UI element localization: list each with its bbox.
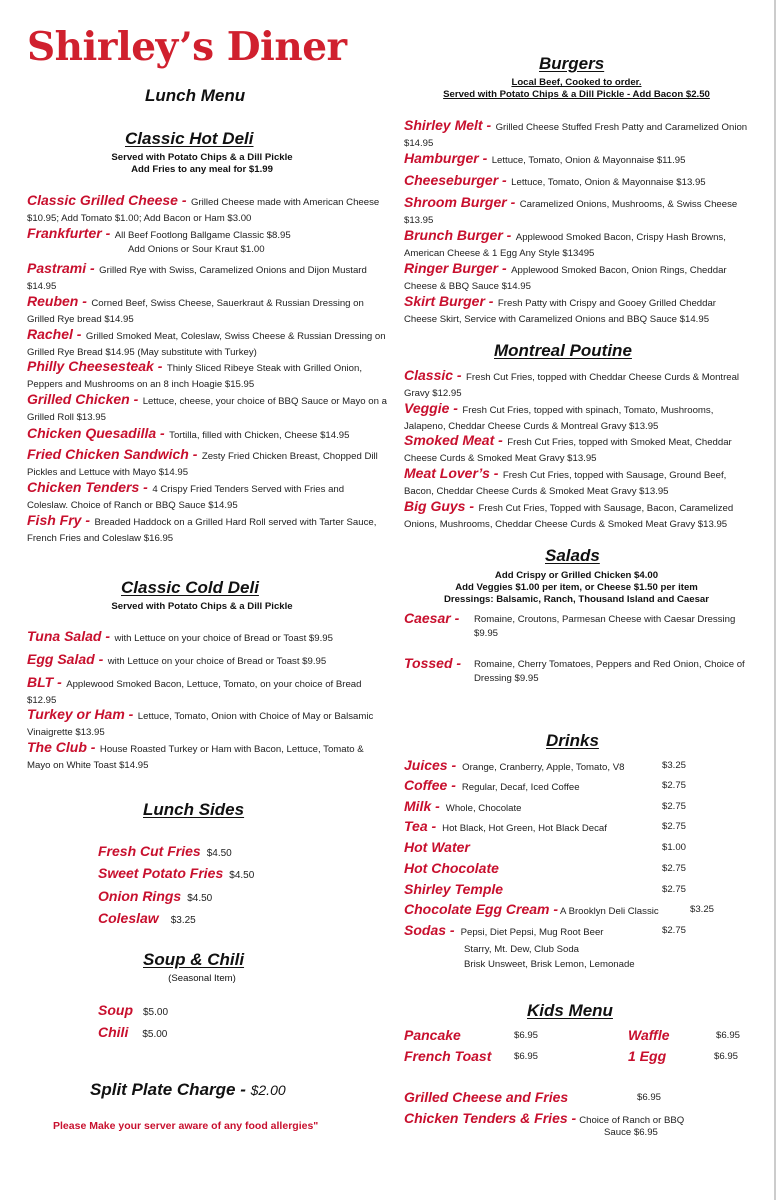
drink-item: Shirley Temple $2.75 xyxy=(404,881,687,897)
menu-item: The Club - House Roasted Turkey or Ham with Bacon, Lettuce, Tomato & Mayo on White Toast $14.95 xyxy=(27,739,364,771)
salads-notes xyxy=(404,570,749,606)
hot-deli-note-2: Add Fries to any meal for $1.99 xyxy=(131,164,273,175)
kids-item: Pancake $6.95 xyxy=(404,1027,539,1043)
kids-item: Grilled Cheese and Fries $6.95 xyxy=(404,1089,662,1105)
menu-item: Fried Chicken Sandwich - Zesty Fried Chicken Breast, Chopped Dill Pickles and Lettuce with Mayo $14.95 xyxy=(27,446,378,478)
kids-item: Chicken Tenders & Fries - Choice of Ranch or BBQ xyxy=(404,1110,685,1126)
menu-item: Rachel - Grilled Smoked Meat, Coleslaw, Swiss Cheese & Russian Dressing on Grilled Rye Bread $14.95 (May substitute with Turkey) xyxy=(27,326,386,358)
side-item: Soup $5.00 xyxy=(98,1002,169,1018)
salads-note-3: Dressings: Balsamic, Ranch, Thousand Island and Caesar xyxy=(444,594,709,605)
kids-heading: Kids Menu xyxy=(527,1001,613,1020)
side-item: Coleslaw $3.25 xyxy=(98,910,196,926)
menu-item: Pastrami - Grilled Rye with Swiss, Caramelized Onions and Dijon Mustard $14.95 xyxy=(27,260,367,292)
salads-heading: Salads xyxy=(545,546,600,565)
soda-list-3: Brisk Unsweet, Brisk Lemon, Lemonade xyxy=(464,959,635,970)
menu-item: Hamburger - Lettuce, Tomato, Onion & Mayonnaise $11.95 xyxy=(404,150,686,166)
hot-deli-note-1: Served with Potato Chips & a Dill Pickle xyxy=(111,152,293,163)
side-item: Onion Rings $4.50 xyxy=(98,888,213,904)
kids-item: French Toast $6.95 xyxy=(404,1048,539,1064)
drink-item: Sodas - Pepsi, Diet Pepsi, Mug Root Beer $2.75 xyxy=(404,922,687,938)
kids-item: Waffle $6.95 xyxy=(628,1027,741,1043)
drink-item: Hot Water $1.00 xyxy=(404,839,687,855)
menu-item: Fish Fry - Breaded Haddock on a Grilled Hard Roll served with Tarter Sauce, French Fries and Coleslaw $16.95 xyxy=(27,512,377,544)
salads-note-2: Add Veggies $1.00 per item, or Cheese $1.50 per item xyxy=(455,582,698,593)
side-item: Chili $5.00 xyxy=(98,1024,168,1040)
menu-item: Caesar - Romaine, Croutons, Parmesan Cheese with Caesar Dressing $9.95 xyxy=(404,610,736,639)
menu-item: Grilled Chicken - Lettuce, cheese, your choice of BBQ Sauce or Mayo on a Grilled Roll $13.95 xyxy=(27,391,387,423)
menu-subtitle: Lunch Menu xyxy=(145,86,246,105)
split-plate-charge: Split Plate Charge - $2.00 xyxy=(90,1080,286,1099)
drink-item: Tea - Hot Black, Hot Green, Hot Black Decaf $2.75 xyxy=(404,818,687,834)
soup-heading: Soup & Chili xyxy=(143,950,245,969)
drinks-heading: Drinks xyxy=(546,731,599,750)
drink-item: Juices - Orange, Cranberry, Apple, Tomato, V8 $3.25 xyxy=(404,757,687,773)
burgers-heading: Burgers xyxy=(539,54,605,73)
cold-deli-heading: Classic Cold Deli xyxy=(121,578,259,597)
menu-item: Classic Grilled Cheese - Grilled Cheese made with American Cheese $10.95; Add Tomato $1.00; Add Bacon or Ham $3.00 xyxy=(27,192,380,224)
side-item: Sweet Potato Fries $4.50 xyxy=(98,865,255,881)
hot-deli-heading: Classic Hot Deli xyxy=(125,129,254,148)
menu-item: BLT - Applewood Smoked Bacon, Lettuce, Tomato, on your choice of Bread $12.95 xyxy=(27,674,362,706)
cold-deli-note: Served with Potato Chips & a Dill Pickle xyxy=(111,601,293,612)
restaurant-title: Shirley’s Diner xyxy=(27,24,347,70)
drink-item: Milk - Whole, Chocolate $2.75 xyxy=(404,798,687,814)
soup-note: (Seasonal Item) xyxy=(168,973,236,984)
hot-deli-notes xyxy=(27,152,377,176)
menu-item: Classic - Fresh Cut Fries, topped with Cheddar Cheese Curds & Montreal Gravy $12.95 xyxy=(404,367,740,399)
kids-item: 1 Egg $6.95 xyxy=(628,1048,739,1064)
burgers-note-2: Served with Potato Chips & a Dill Pickle - Add Bacon $2.50 xyxy=(443,89,710,100)
menu-item: Ringer Burger - Applewood Smoked Bacon, Onion Rings, Cheddar Cheese & BBQ Sauce $14.95 xyxy=(404,260,727,292)
menu-item: Chicken Tenders - 4 Crispy Fried Tenders Served with Fries and Coleslaw. Choice of Ranch or BBQ Sauce $14.95 xyxy=(27,479,345,511)
menu-item: Tuna Salad - with Lettuce on your choice of Bread or Toast $9.95 xyxy=(27,628,333,644)
soda-list-2: Starry, Mt. Dew, Club Soda xyxy=(464,944,579,955)
menu-item: Egg Salad - with Lettuce on your choice of Bread or Toast $9.95 xyxy=(27,651,327,667)
drink-item: Hot Chocolate $2.75 xyxy=(404,860,687,876)
menu-item: Smoked Meat - Fresh Cut Fries, topped with Smoked Meat, Cheddar Cheese Curds & Smoked Meat Gravy $13.95 xyxy=(404,432,732,464)
menu-item: Turkey or Ham - Lettuce, Tomato, Onion with Choice of May or Balsamic Vinaigrette $13.95 xyxy=(27,706,374,738)
poutine-heading: Montreal Poutine xyxy=(494,341,632,360)
menu-item: Reuben - Corned Beef, Swiss Cheese, Sauerkraut & Russian Dressing on Grilled Rye bread $14.95 xyxy=(27,293,364,325)
menu-item: Skirt Burger - Fresh Patty with Crispy and Gooey Grilled Cheddar Cheese Skirt, Service with Caramelized Onions and BBQ Sauce $14.95 xyxy=(404,293,717,325)
menu-item: Philly Cheesesteak - Thinly Sliced Ribeye Steak with Grilled Onion, Peppers and Mushrooms on an 8 inch Hoagie $15.95 xyxy=(27,358,363,390)
drink-item: Coffee - Regular, Decaf, Iced Coffee $2.75 xyxy=(404,777,687,793)
menu-item: Frankfurter - All Beef Footlong Ballgame Classic $8.95 Add Onions or Sour Kraut $1.00 xyxy=(27,225,291,255)
drink-item: Chocolate Egg Cream - A Brooklyn Deli Classic $3.25 xyxy=(404,901,715,917)
menu-item: Shroom Burger - Caramelized Onions, Mushrooms, & Swiss Cheese $13.95 xyxy=(404,194,738,226)
allergy-notice: Please Make your server aware of any food allergies" xyxy=(53,1120,319,1132)
menu-item: Cheeseburger - Lettuce, Tomato, Onion & Mayonnaise $13.95 xyxy=(404,172,706,188)
burgers-note-1: Local Beef, Cooked to order. xyxy=(511,77,642,88)
salads-note-1: Add Crispy or Grilled Chicken $4.00 xyxy=(494,570,659,581)
menu-item: Veggie - Fresh Cut Fries, topped with spinach, Tomato, Mushrooms, Jalapeno, Cheddar Cheese Curds & Montreal Gravy $13.95 xyxy=(404,400,714,432)
sides-heading: Lunch Sides xyxy=(143,800,245,819)
menu-item: Big Guys - Fresh Cut Fries, Topped with Sausage, Bacon, Caramelized Onions, Mushrooms, Cheddar Cheese Curds & Smoked Meat Gravy $13.95 xyxy=(404,498,734,530)
kids-tenders-desc-2: Sauce $6.95 xyxy=(604,1127,658,1138)
menu-item: Brunch Burger - Applewood Smoked Bacon, Crispy Hash Browns, American Cheese & 1 Egg Any Style $13495 xyxy=(404,227,726,259)
menu-item: Chicken Quesadilla - Tortilla, filled with Chicken, Cheese $14.95 xyxy=(27,425,350,441)
burgers-notes xyxy=(404,77,749,101)
menu-item: Meat Lover’s - Fresh Cut Fries, topped with Sausage, Ground Beef, Bacon, Cheddar Cheese Curds & Smoked Meat Gravy $13.95 xyxy=(404,465,727,497)
side-item: Fresh Cut Fries $4.50 xyxy=(98,843,232,859)
menu-item: Tossed - Romaine, Cherry Tomatoes, Peppers and Red Onion, Choice of Dressing $9.95 xyxy=(404,655,745,684)
menu-item: Shirley Melt - Grilled Cheese Stuffed Fresh Patty and Caramelized Onion $14.95 xyxy=(404,117,748,149)
